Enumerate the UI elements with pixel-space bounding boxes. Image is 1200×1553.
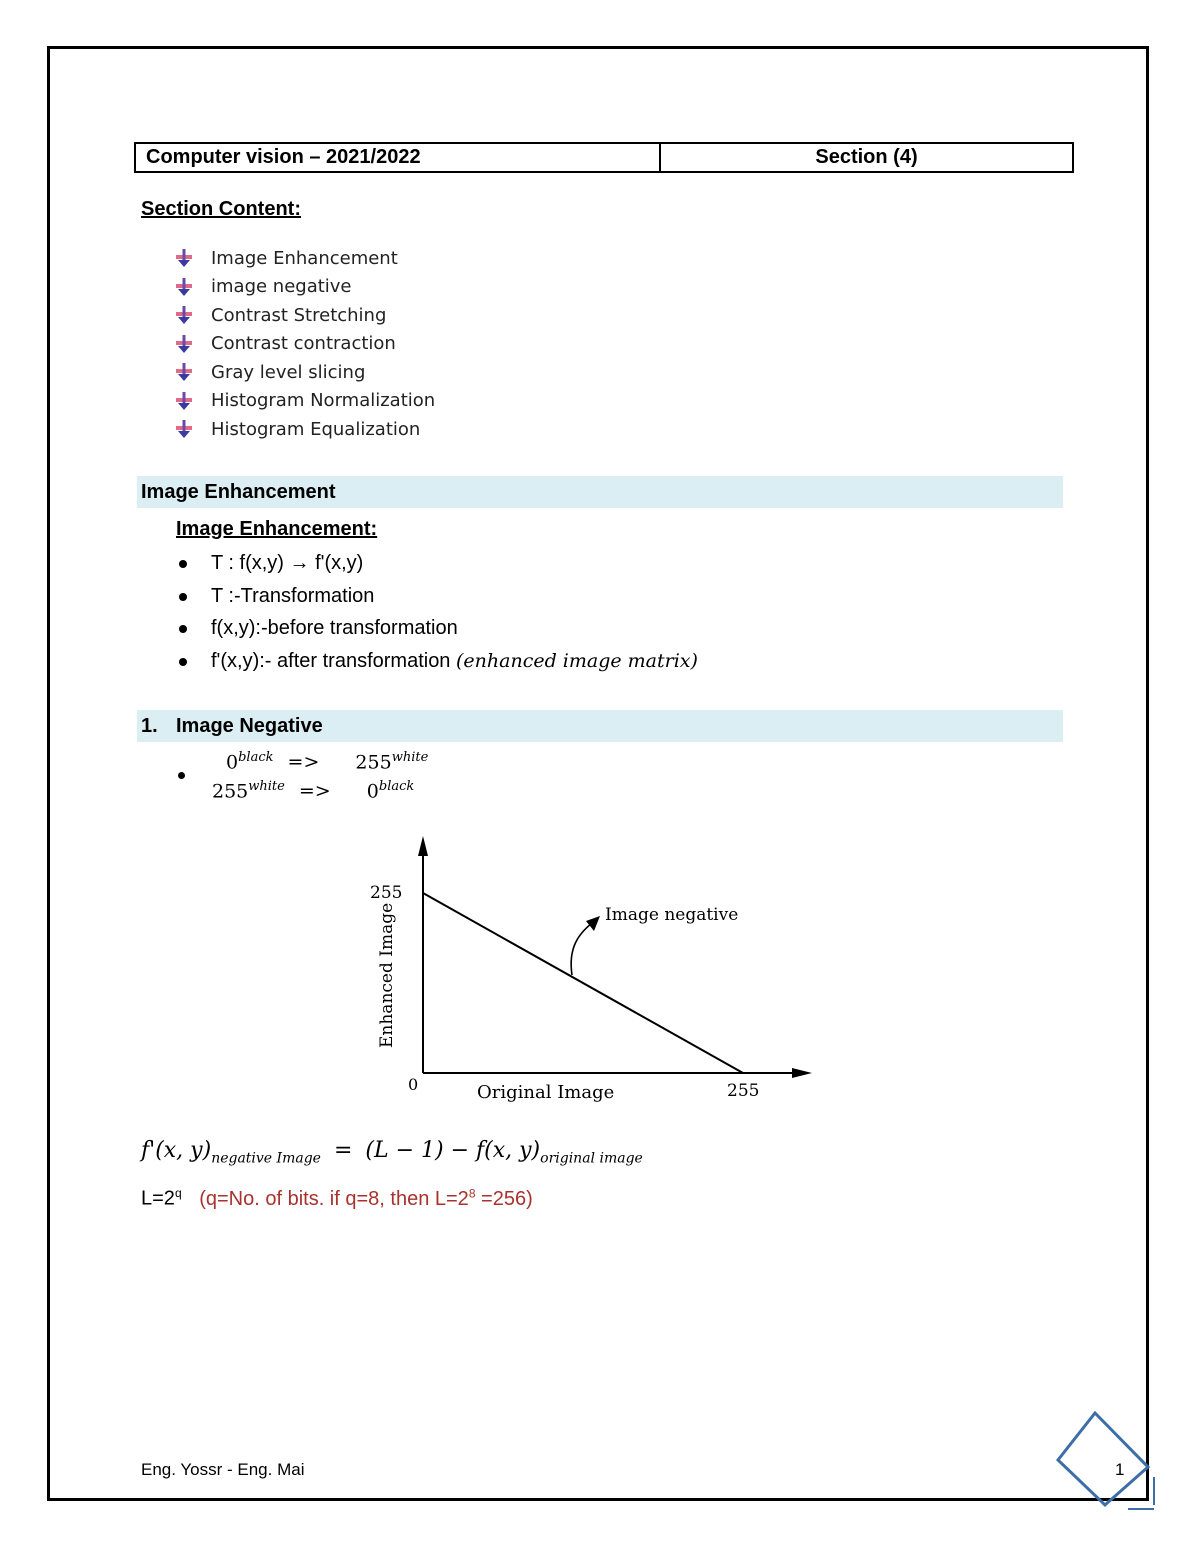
list-item xyxy=(174,301,435,330)
down-arrow-bullet-icon xyxy=(174,305,194,325)
levels-note xyxy=(199,1188,533,1210)
formula-equals: = xyxy=(333,1138,353,1163)
levels-base: L=2 xyxy=(141,1187,175,1210)
math-value: 0 xyxy=(226,751,239,774)
list-item: f(x,y):-before transformation xyxy=(176,613,698,646)
list-item xyxy=(174,358,435,387)
footer-authors: Eng. Yossr - Eng. Mai xyxy=(141,1460,305,1479)
math-superscript: black xyxy=(378,779,415,794)
y-axis-label: Enhanced Image xyxy=(377,902,397,1048)
list-item: T :-Transformation xyxy=(176,581,698,614)
levels-exponent: q xyxy=(174,1186,182,1200)
list-item-label: Gray level slicing xyxy=(211,361,366,383)
x-tick-label-255: 255 xyxy=(727,1081,760,1101)
y-axis-arrow xyxy=(418,836,428,856)
list-item xyxy=(174,387,435,416)
page-corner-decoration xyxy=(1050,1405,1160,1513)
negative-formula xyxy=(141,1138,643,1166)
list-item xyxy=(174,273,435,302)
image-negative-heading: Image Negative xyxy=(176,715,323,737)
math-superscript: black xyxy=(238,750,274,765)
list-item xyxy=(174,415,435,444)
math-superscript: white xyxy=(391,750,429,765)
formula-rhs-subscript: original image xyxy=(540,1150,643,1167)
annotation-arrowhead xyxy=(586,916,600,931)
math-arrow: => xyxy=(287,751,320,774)
math-superscript: white xyxy=(248,779,285,794)
list-item xyxy=(174,244,435,273)
course-title: Computer vision – 2021/2022 xyxy=(136,144,661,171)
down-arrow-bullet-icon xyxy=(174,391,194,411)
negative-chart xyxy=(360,828,830,1118)
math-value: 255 xyxy=(355,751,392,774)
x-axis-arrow xyxy=(792,1068,812,1078)
corner-diamond-outline xyxy=(1058,1413,1148,1505)
image-enhancement-heading: Image Enhancement xyxy=(141,481,336,503)
levels-note-exponent: 8 xyxy=(468,1186,476,1200)
section-content-list xyxy=(174,244,435,444)
down-arrow-bullet-icon xyxy=(174,419,194,439)
list-item-label: Contrast Stretching xyxy=(211,304,387,326)
formula-lhs-subscript: negative Image xyxy=(211,1150,321,1167)
image-negative-number: 1. xyxy=(141,715,158,737)
levels-note-b: =256) xyxy=(475,1187,533,1210)
annotation-label: Image negative xyxy=(605,905,739,925)
page-number: 1 xyxy=(1115,1460,1125,1479)
formula-rhs: (L − 1) − f(x, y) xyxy=(365,1138,541,1163)
list-item xyxy=(174,330,435,359)
math-arrow: => xyxy=(298,780,331,803)
list-item-label: Histogram Normalization xyxy=(211,390,436,412)
down-arrow-bullet-icon xyxy=(174,334,194,354)
list-item: T : f(x,y) → f'(x,y) xyxy=(176,548,698,581)
formula-lhs: f'(x, y) xyxy=(141,1138,212,1163)
enhanced-matrix-math: (enhanced image matrix) xyxy=(456,649,698,672)
down-arrow-bullet-icon xyxy=(174,248,194,268)
header-table xyxy=(134,142,1074,173)
image-enhancement-subheading: Image Enhancement: xyxy=(176,518,378,540)
x-tick-label-0: 0 xyxy=(408,1075,419,1094)
math-value: 0 xyxy=(366,780,379,803)
section-content-heading: Section Content: xyxy=(141,198,301,220)
list-item-label: Contrast contraction xyxy=(211,333,396,355)
down-arrow-bullet-icon xyxy=(174,362,194,382)
after-transformation-text: f'(x,y):- after transformation xyxy=(211,649,451,672)
negative-mapping-2 xyxy=(212,779,414,802)
list-item-label: Histogram Equalization xyxy=(211,418,421,440)
math-value: 255 xyxy=(212,780,249,803)
x-axis-label: Original Image xyxy=(477,1082,615,1103)
levels-definition xyxy=(141,1186,533,1211)
enhancement-bullets xyxy=(176,548,698,678)
section-number: Section (4) xyxy=(815,146,918,168)
negative-mapping-1 xyxy=(226,750,428,773)
list-item-label: Image Enhancement xyxy=(211,247,398,269)
y-tick-label: 255 xyxy=(370,883,403,903)
levels-note-a: (q=No. of bits. if q=8, then L=2 xyxy=(199,1187,469,1210)
down-arrow-bullet-icon xyxy=(174,277,194,297)
bullet-dot xyxy=(178,772,185,779)
list-item xyxy=(176,646,698,679)
list-item-label: image negative xyxy=(211,276,352,298)
